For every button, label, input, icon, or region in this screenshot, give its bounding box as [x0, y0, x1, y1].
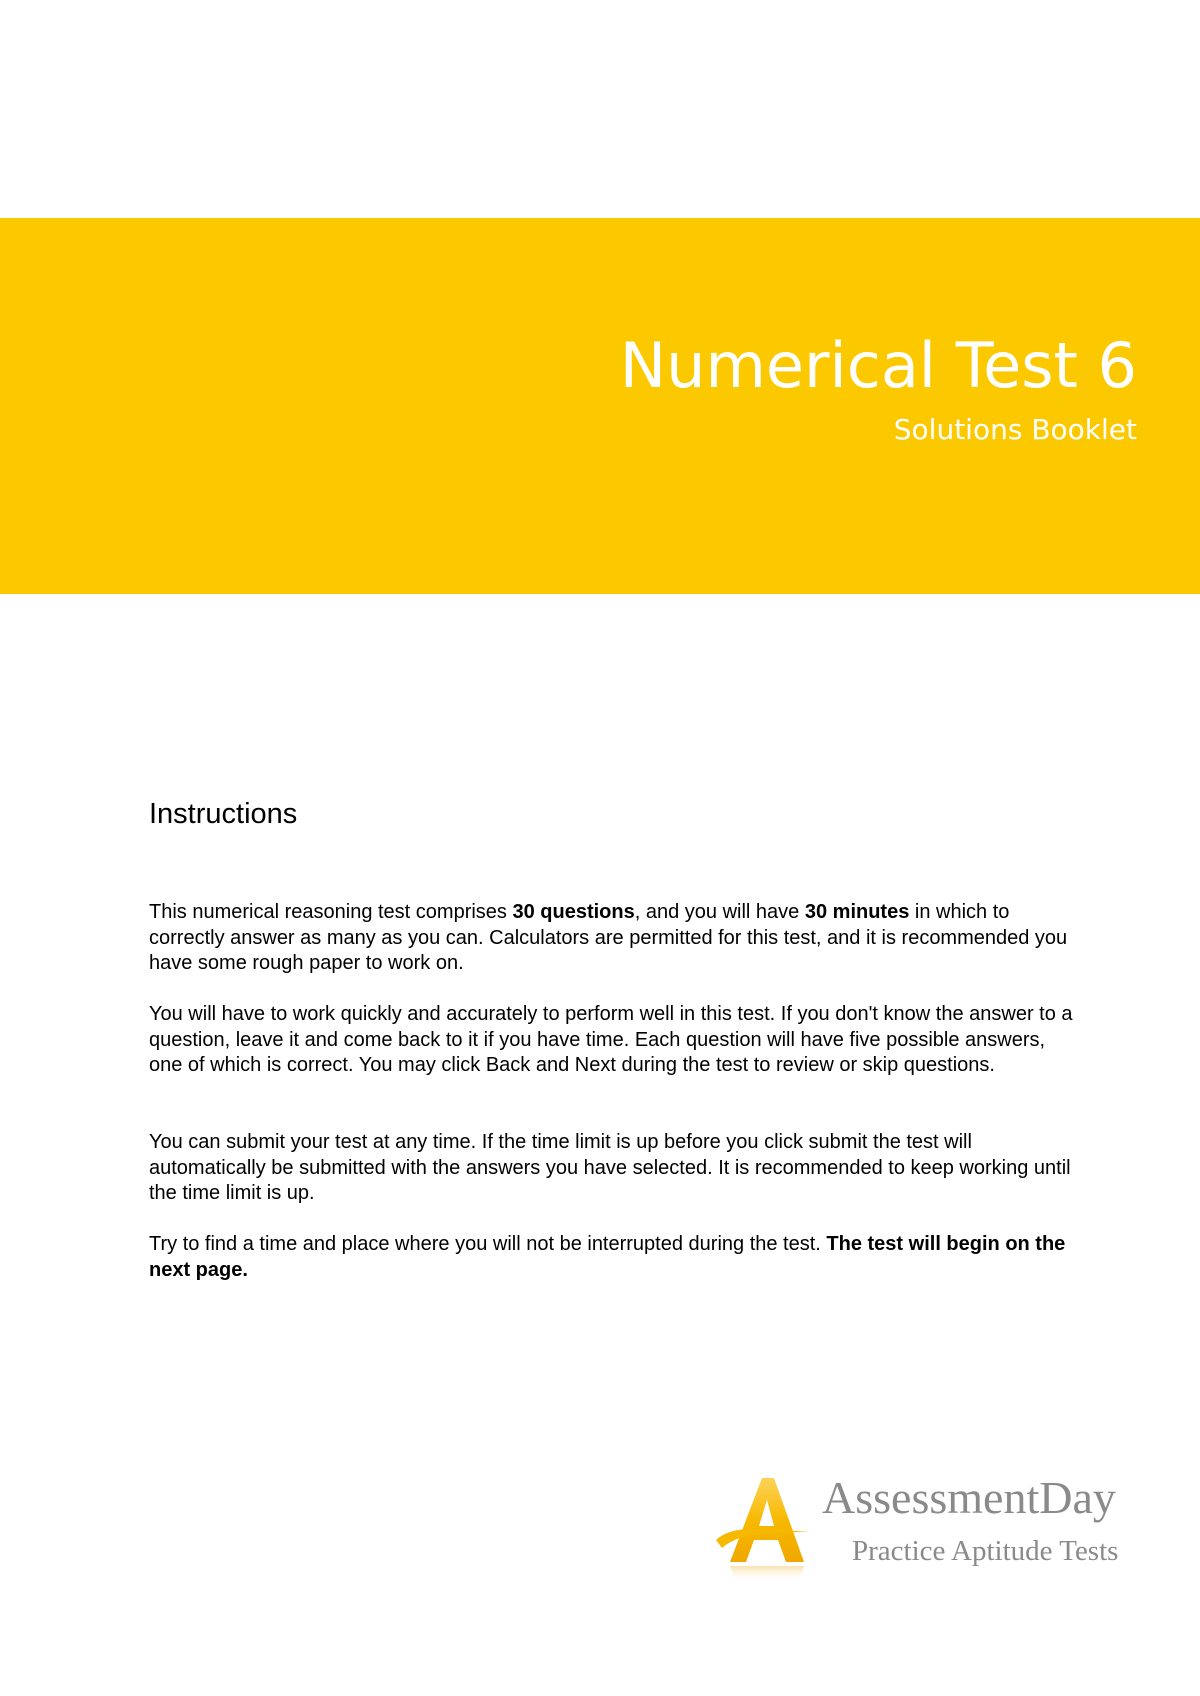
instructions-paragraph-1: This numerical reasoning test comprises 30 questions, and you will have 30 minutes in which to correctly answer as many as you can. Calculators are permitted for this test, and it is recommended you have some rough paper to work on. — [149, 901, 1068, 974]
instructions-paragraph-3: You can submit your test at any time. If the time limit is up before you click submit the test will automatically be submitted with the answers you have selected. It is recommended to keep working until the time limit is up. — [149, 1131, 1071, 1204]
document-subtitle: Solutions Booklet — [893, 413, 1137, 446]
title-banner — [0, 218, 1200, 594]
instructions-paragraph-2: You will have to work quickly and accurately to perform well in this test. If you don't know the answer to a question, leave it and come back to it if you have time. Each question will have five possible answers, one of which is correct. You may click Back and Next during the test to review or skip questions. — [149, 1003, 1073, 1076]
logo-wordmark: AssessmentDay — [822, 1472, 1116, 1523]
logo-tagline: Practice Aptitude Tests — [852, 1535, 1119, 1567]
document-title: Numerical Test 6 — [619, 329, 1137, 402]
instructions-heading: Instructions — [149, 798, 298, 830]
assessmentday-logo — [712, 1470, 1152, 1590]
assessmentday-a-logo-icon — [712, 1470, 812, 1590]
instructions-paragraph-4: Try to find a time and place where you will not be interrupted during the test. The test will begin on the next page. — [149, 1233, 1066, 1281]
